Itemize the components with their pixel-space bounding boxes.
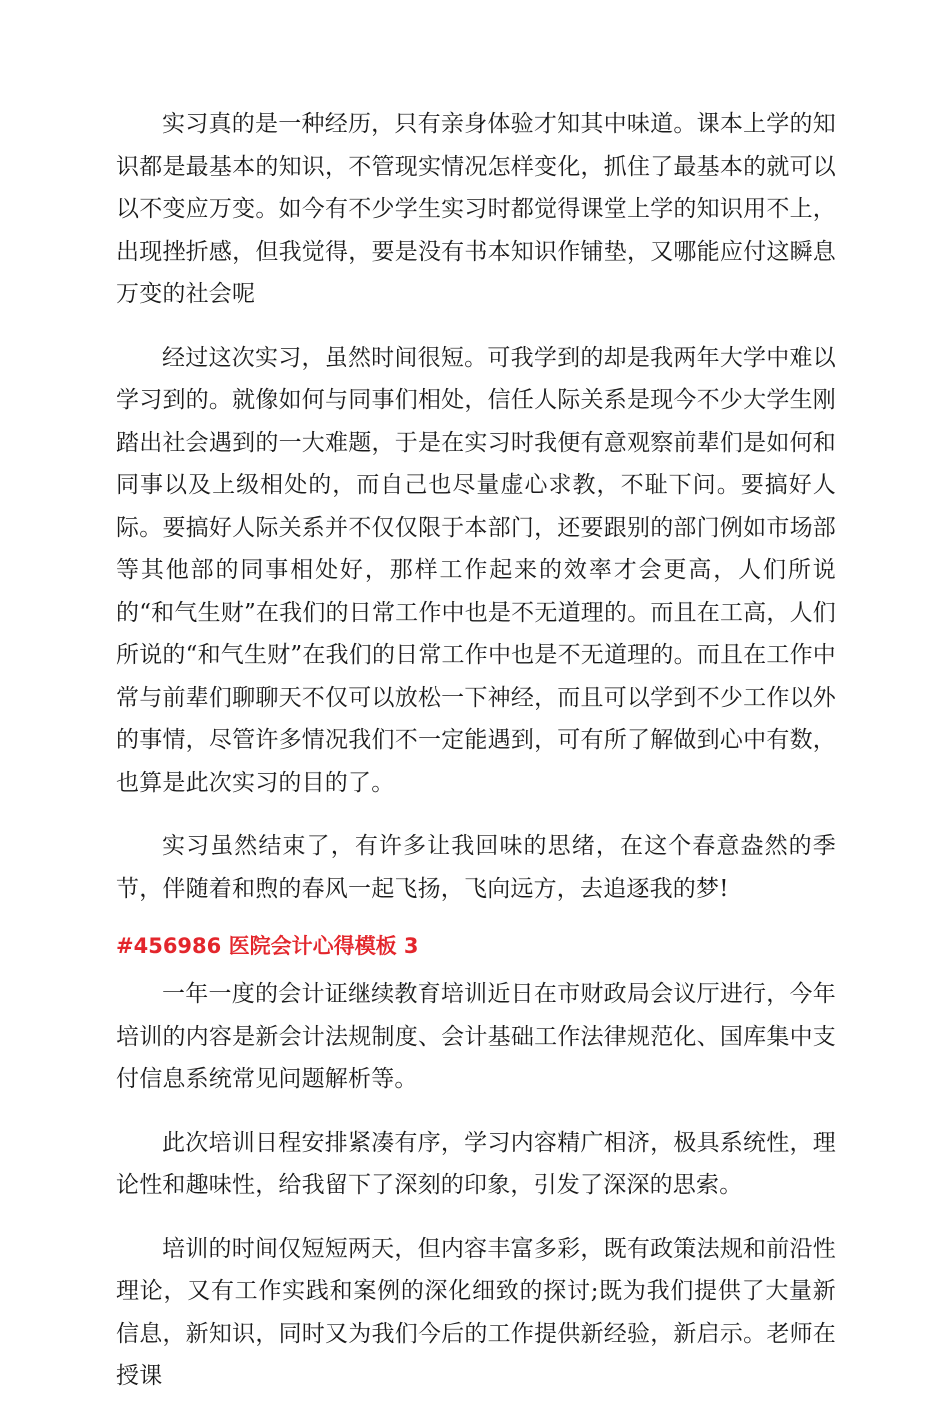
paragraph: 一年一度的会计证继续教育培训近日在市财政局会议厅进行，今年培训的内容是新会计法规制度、会计基础工作法律规范化、国库集中支付信息系统常见问题解析等。 [116,981,836,1092]
paragraph: 实习虽然结束了，有许多让我回味的思绪，在这个春意盎然的季节，伴随着和煦的春风一起飞扬，飞向远方，去追逐我的梦! [116,833,836,902]
section-heading: #456986 医院会计心得模板 3 [116,934,419,958]
paragraph: 培训的时间仅短短两天，但内容丰富多彩，既有政策法规和前沿性理论，又有工作实践和案例的深化细致的探讨;既为我们提供了大量新信息，新知识，同时又为我们今后的工作提供新经验，新启示。老师在授课 [116,1235,836,1389]
paragraph: 实习真的是一种经历，只有亲身体验才知其中味道。课本上学的知识都是最基本的知识，不管现实情况怎样变化，抓住了最基本的就可以以不变应万变。如今有不少学生实习时都觉得课堂上学的知识用不上，出现挫折感，但我觉得，要是没有书本知识作铺垫，又哪能应付这瞬息万变的社会呢 [116,111,836,307]
paragraph: 经过这次实习，虽然时间很短。可我学到的却是我两年大学中难以学习到的。就像如何与同事们相处，信任人际关系是现今不少大学生刚踏出社会遇到的一大难题，于是在实习时我便有意观察前辈们是如何和同事以及上级相处的，而自己也尽量虚心求教，不耻下问。要搞好人际。要搞好人际关系并不仅仅限于本部门，还要跟别的部门例如市场部等其他部的同事相处好，那样工作起来的效率才会更高，人们所说的“和气生财”在我们的日常工作中也是不无道理的。而且在工高，人们所说的“和气生财”在我们的日常工作中也是不无道理的。而且在工作中常与前辈们聊聊天不仅可以放松一下神经，而且可以学到不少工作以外的事情，尽管许多情况我们不一定能遇到，可有所了解做到心中有数，也算是此次实习的目的了。 [116,344,836,796]
document-body [116,103,836,1419]
paragraph: 此次培训日程安排紧凑有序，学习内容精广相济，极具系统性，理论性和趣味性，给我留下了深刻的印象，引发了深深的思索。 [116,1129,836,1198]
